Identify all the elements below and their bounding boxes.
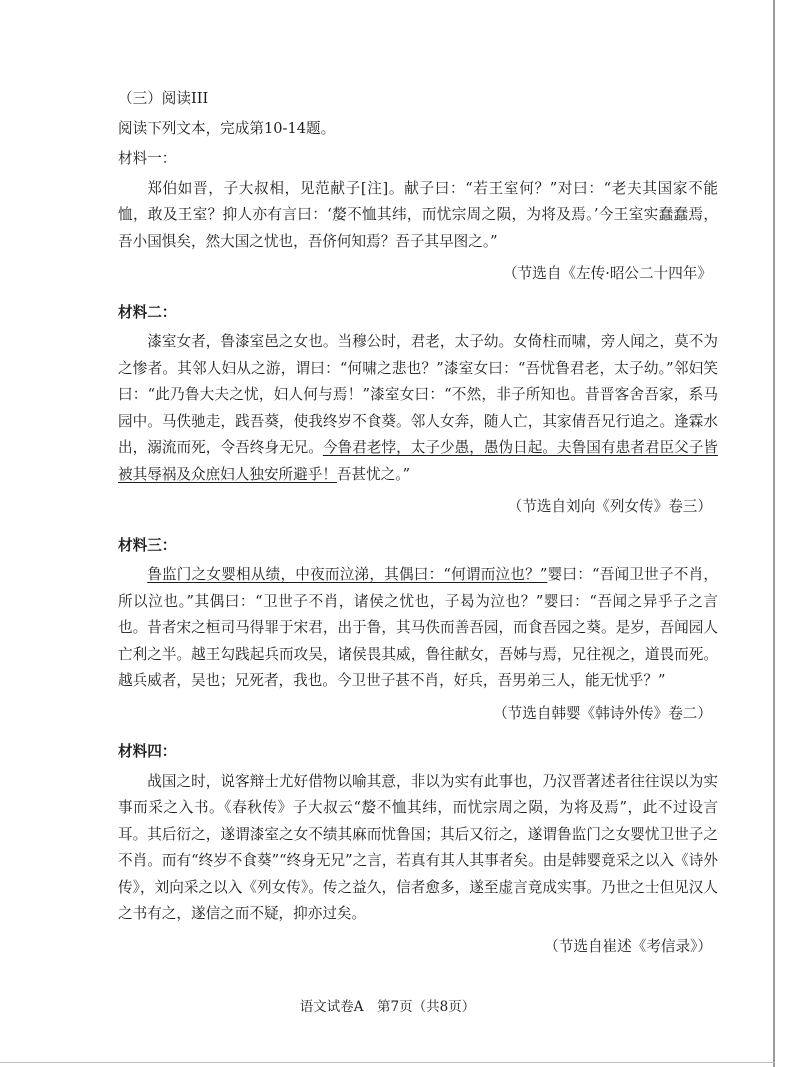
material-source: （节选自崔述《考信录》） — [544, 937, 712, 955]
reading-instruction: 阅读下列文本，完成第10-14题。 — [118, 119, 336, 137]
materials-container — [118, 146, 718, 960]
material-source: （节选自刘向《列女传》卷三） — [507, 498, 712, 515]
text-segment: 战国之时，说客辩士尤好借物以喻其意，非以为实有此事也，乃汉晋著述者往往误以为实事而采之入书。《春秋传》子大叔云“嫠不恤其纬，而忧宗周之陨，为将及焉”，此不过设言耳。其后衍之，遂谓漆室之女不绩其麻而忧鲁国；其后又衍之，遂谓鲁监门之女婴忧卫世子之不肖。而有“终岁不食葵”“终身无兄”之言，若真有其人其事者矣。由是韩婴竟采之以入《诗外传》，刘向采之以入《列女传》。传之益久，信者愈多，遂至虚言竟成实事。乃世之士但见汉人之书有之，遂信之而不疑，抑亦过矣。 — [118, 772, 718, 922]
material-label: 材料四： — [118, 743, 177, 760]
page-edge-right — [773, 0, 775, 1067]
material-paragraph — [118, 562, 718, 695]
material-label: 材料三： — [118, 536, 177, 554]
text-segment: 郑伯如晋，子大叔相，见范献子[注]。献子曰：“若王室何？”对曰：“老夫其国家不能恤，敢及王室？抑人亦有言曰：‘嫠不恤其纬，而忧宗周之陨，为将及焉。’今王室实蠢蠢焉，吾小国惧矣，然大国之忧也，吾侪何知焉？吾子其早图之。” — [118, 179, 718, 250]
material-label: 材料一： — [118, 150, 177, 167]
text-segment: 婴曰：“吾闻卫世子不肖，所以泣也。”其偶曰：“卫世子不肖，诸侯之忧也，子曷为泣也？”婴曰：“吾闻之异乎子之言也。昔者宋之桓司马得罪于宋君，出于鲁，其马佚而善吾园，而食吾园之葵。是岁，吾闻园人亡利之半。越王勾践起兵而攻吴，诸侯畏其威，鲁往献女，吾姊与焉，兄往视之，道畏而死。越兵威者，吴也；兄死者，我也。今卫世子甚不肖，好兵，吾男弟三人，能无忧乎？” — [118, 566, 718, 689]
underlined-sentence: 今鲁君老悖，太子少愚，愚伪日起。夫鲁国有患者君臣父子皆被其辱祸及众庶妇人独安所避乎！ — [118, 439, 718, 483]
material-paragraph — [118, 329, 718, 488]
material-block — [118, 300, 718, 521]
material-label: 材料二： — [118, 303, 177, 321]
underlined-sentence: 鲁监门之女婴相从绩，中夜而泣涕，其偶曰：“何谓而泣也？” — [147, 566, 548, 583]
exam-content — [118, 86, 718, 972]
material-block — [118, 533, 718, 728]
material-block — [118, 739, 718, 960]
material-block — [118, 146, 718, 288]
material-source: （节选自韩婴《韩诗外传》卷二） — [493, 704, 712, 722]
text-segment: 漆室女者，鲁漆室邑之女也。当穆公时，君老，太子幼。女倚柱而啸，旁人闻之，莫不为之惨者。其邻人妇从之游，谓曰：“何啸之悲也？”漆室女曰：“吾忧鲁君老，太子幼。”邻妇笑曰：“此乃鲁大夫之忧，妇人何与焉！”漆室女曰：“不然，非子所知也。昔晋客舍吾家，系马园中。马佚驰走，践吾葵，使我终岁不食葵。邻人女奔，随人亡，其家倩吾兄行追之。逢霖水出，溺流而死，令吾终身无兄。 — [118, 333, 718, 456]
page-edge-bottom — [0, 1062, 775, 1063]
section-title: （三）阅读III — [118, 90, 209, 107]
material-paragraph — [118, 176, 718, 256]
material-source: （节选自《左传·昭公二十四年》 — [503, 265, 712, 282]
material-paragraph — [118, 769, 718, 928]
text-segment: 吾甚忧之。” — [336, 465, 411, 483]
page-footer: 语文试卷A 第7页（共8页） — [299, 999, 476, 1015]
